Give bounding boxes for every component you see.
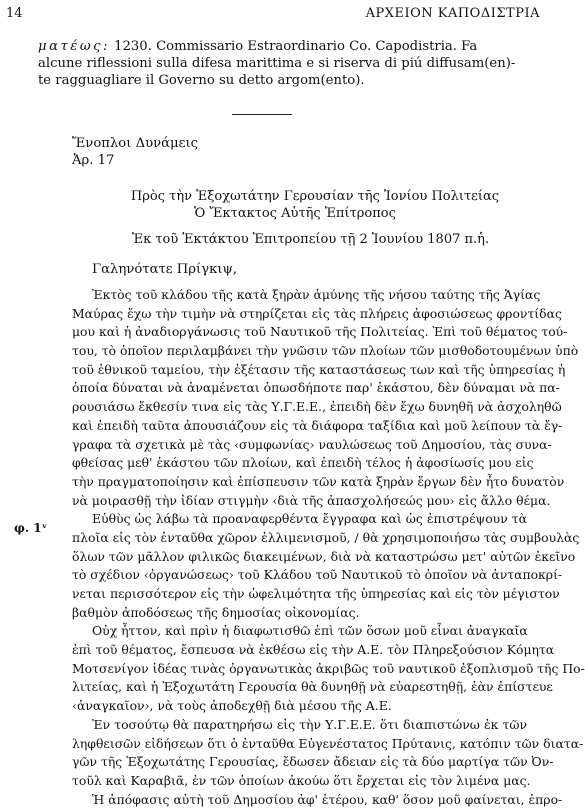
body-line: τὴν πραγματοποίησιν καὶ ἐπίσπευσιν τῶν κατὰ ξηρὰν ἔργων δὲν ἦτο δυνατὸν [72,473,565,489]
document-number: Ἀρ. 17 [72,153,115,168]
address-sender: Ὁ Ἔκτακτος Αὐτῆς Ἐπίτροπος [194,206,396,221]
page-header [6,6,540,24]
body-line: Οὐχ ἧττον, καὶ πρὶν ἡ διαφωτισθῶ ἐπὶ τῶν ὅσων μοῦ εἶναι ἀναγκαῖα [92,623,528,639]
body-line: ληφθεισῶν εἰδήσεων ὅτι ὁ ἐνταῦθα Εὐγενέστατος Πρύτανις, κατόπιν τῶν διατα- [72,735,584,751]
body-line: τοῦ ἐθνικοῦ ταμείου, τὴν ἐξέτασιν τῆς καταστάσεως των καὶ τῆς ὑπηρεσίας ἡ [72,361,566,377]
folio-margin-note: φ. 1ᵛ [14,521,48,535]
body-line: ὁποία δύναται νὰ ἀναμένεται ὁπωσδήποτε παρ' ἑκάστου, δὲν δύναμαι νὰ πα- [72,380,560,396]
body-line: βαθμὸν ἀποδόσεως τῆς δημοσίας οἰκονομίας. [72,604,360,620]
body-line: λιτείας, καὶ ἡ Ἐξοχωτάτη Γερουσία θὰ δυνηθῇ νὰ εὐαρεστηθῇ, ἐὰν ἐπίστευε [72,679,553,695]
body-line: γῶν τῆς Ἐξοχωτάτης Γερουσίας, ἔδωσεν ἄδειαν εἰς τὰ δύο μαρτίγα τῶν Ὀν- [72,754,554,770]
body-line: νὰ μοιρασθῇ τὴν ἰδίαν στιγμὴν ‹διὰ τῆς ἀπασχολήσεώς μου› εἰς ἄλλο θέμα. [72,492,551,508]
body-line: πλοῖα εἰς τὸν ἐνταῦθα χῶρον ἐλλιμενισμοῦ, / θὰ χρησιμοποιήσω τὰς συμβουλὰς [72,529,580,545]
body-line: Μαύρας ἔχω τὴν τιμὴν νὰ στηρίζεται εἰς τὰς πλήρεις ἀφοσιώσεως φροντίδας [72,305,562,321]
body-line: τὸ σχέδιον ‹ὀργανώσεως› τοῦ Κλάδου τοῦ Ναυτικοῦ τὸ ὁποῖον νὰ ἀνταποκρί- [72,567,563,583]
body-line: Ἐν τοσούτῳ θὰ παρατηρήσω εἰς τὴν Υ.Γ.Ε.Ε. ὅτι διαπιστώνω ἐκ τῶν [92,716,527,732]
address-block [0,188,550,248]
body-line: φθείσας μεθ' ἑκάστου τῶν πλοίων, καὶ ἐπειδὴ τέλος ἡ ἀφοσίωσίς μου εἰς [72,455,534,471]
page-number: 14 [6,6,23,21]
salutation: Γαληνότατε Πρίγκιψ, [92,262,238,277]
body-line: καὶ ἐπειδὴ ταῦτα ἀπουσιάζουν εἰς τὰ διάφορα ταξίδια καὶ μοῦ λείπουν τὰ ἔγ- [72,417,563,433]
body-line: Εὐθὺς ὡς λάβω τὰ προαναφερθέντα ἔγγραφα καὶ ὡς ἐπιστρέψουν τὰ [92,511,527,527]
intro-line-text: 1230. Commissario Estraordinario Co. Capodistria. Fa [109,39,478,54]
section-heading: Ἔνοπλοι Δυνάμεις [72,136,199,151]
intro-line-3: te ragguagliare il Governo su detto argom(ento). [38,73,365,88]
address-date: Ἐκ τοῦ Ἐκτάκτου Ἐπιτροπείου τῇ 2 Ἰουνίου 1807 π.ἡ. [132,232,490,247]
body-line: γραφα τὰ σχετικὰ μὲ τὰς ‹συμφωνίας› ναυλώσεως τοῦ Δημοσίου, τὰς συνα- [72,436,552,452]
intro-spaced-word: ματέως: [38,39,110,54]
section-divider [232,114,292,115]
body-line: τοῦλ καὶ Καραβιᾶ, ἐν τῶν ὁποίων ἀκούω ὅτι ἔρχεται εἰς τὸν λιμένα μας. [72,772,531,788]
body-line: νεται περισσότερον εἰς τὴν ὠφελιμότητα τῆς ὑπηρεσίας καὶ εἰς τὸν μέγιστον [72,586,560,601]
body-line: ἐπὶ τοῦ θέματος, ἔσπευσα νὰ ἐκθέσω εἰς τὴν Α.Ε. τὸν Πληρεξούσιον Κόμητα [72,642,555,658]
body-line: Μοτσενίγον ἰδέας τινὰς ὀργανωτικὰς ἀκριβῶς τοῦ ναυτικοῦ ἐξοπλισμοῦ τῆς Πο- [72,660,585,676]
body-line: ‹ἀναγκαῖον›, νὰ τοὺς ἀποδεχθῇ διὰ μέσου τῆς Α.Ε. [72,698,392,714]
body-line: Ἐκτὸς τοῦ κλάδου τῆς κατὰ ξηρὰν ἀμύνης τῆς νήσου ταύτης τῆς Ἁγίας [92,287,541,302]
address-recipient: Πρὸς τὴν Ἐξοχωτάτην Γερουσίαν τῆς Ἰονίου Πολιτείας [130,189,500,204]
intro-line-1 [38,38,528,55]
intro-line-2: alcune riflessioni sulla difesa marittima e si riserva di piú diffusam(en)- [38,56,516,71]
running-title: ΑΡΧΕΙΟΝ ΚΑΠΟΔΙΣΤΡΙΑ [365,6,540,21]
body-line: μου καὶ ἡ ἀναδιοργάνωσις τοῦ Ναυτικοῦ τῆς Πολιτείας. Ἐπὶ τοῦ θέματος τού- [72,324,568,340]
letter-body [72,286,585,809]
body-line: Ἡ ἀπόφασις αὐτὴ τοῦ Δημοσίου ἀφ' ἑτέρου, καθ' ὅσον μοῦ φαίνεται, ἐπρο- [92,791,563,807]
section-heading-block [72,135,198,169]
intro-paragraph [38,38,528,89]
body-line: του, τὸ ὁποῖον περιλαμβάνει τὴν γνῶσιν τῶν πλοίων τῶν μισθοδοτουμένων ὑπὸ [72,343,579,359]
body-line: ὅλων τῶν μᾶλλον φιλικῶς διακειμένων, διὰ νὰ καταστρώσω μετ' αὐτῶν ἐκεῖνο [72,548,576,564]
body-line: ρουσιάσω ἔκθεσίν τινα εἰς τὰς Υ.Γ.Ε.Ε., ἐπειδὴ δὲν ἔχω δυνηθῆ νὰ ἀσχοληθῶ [72,399,562,415]
